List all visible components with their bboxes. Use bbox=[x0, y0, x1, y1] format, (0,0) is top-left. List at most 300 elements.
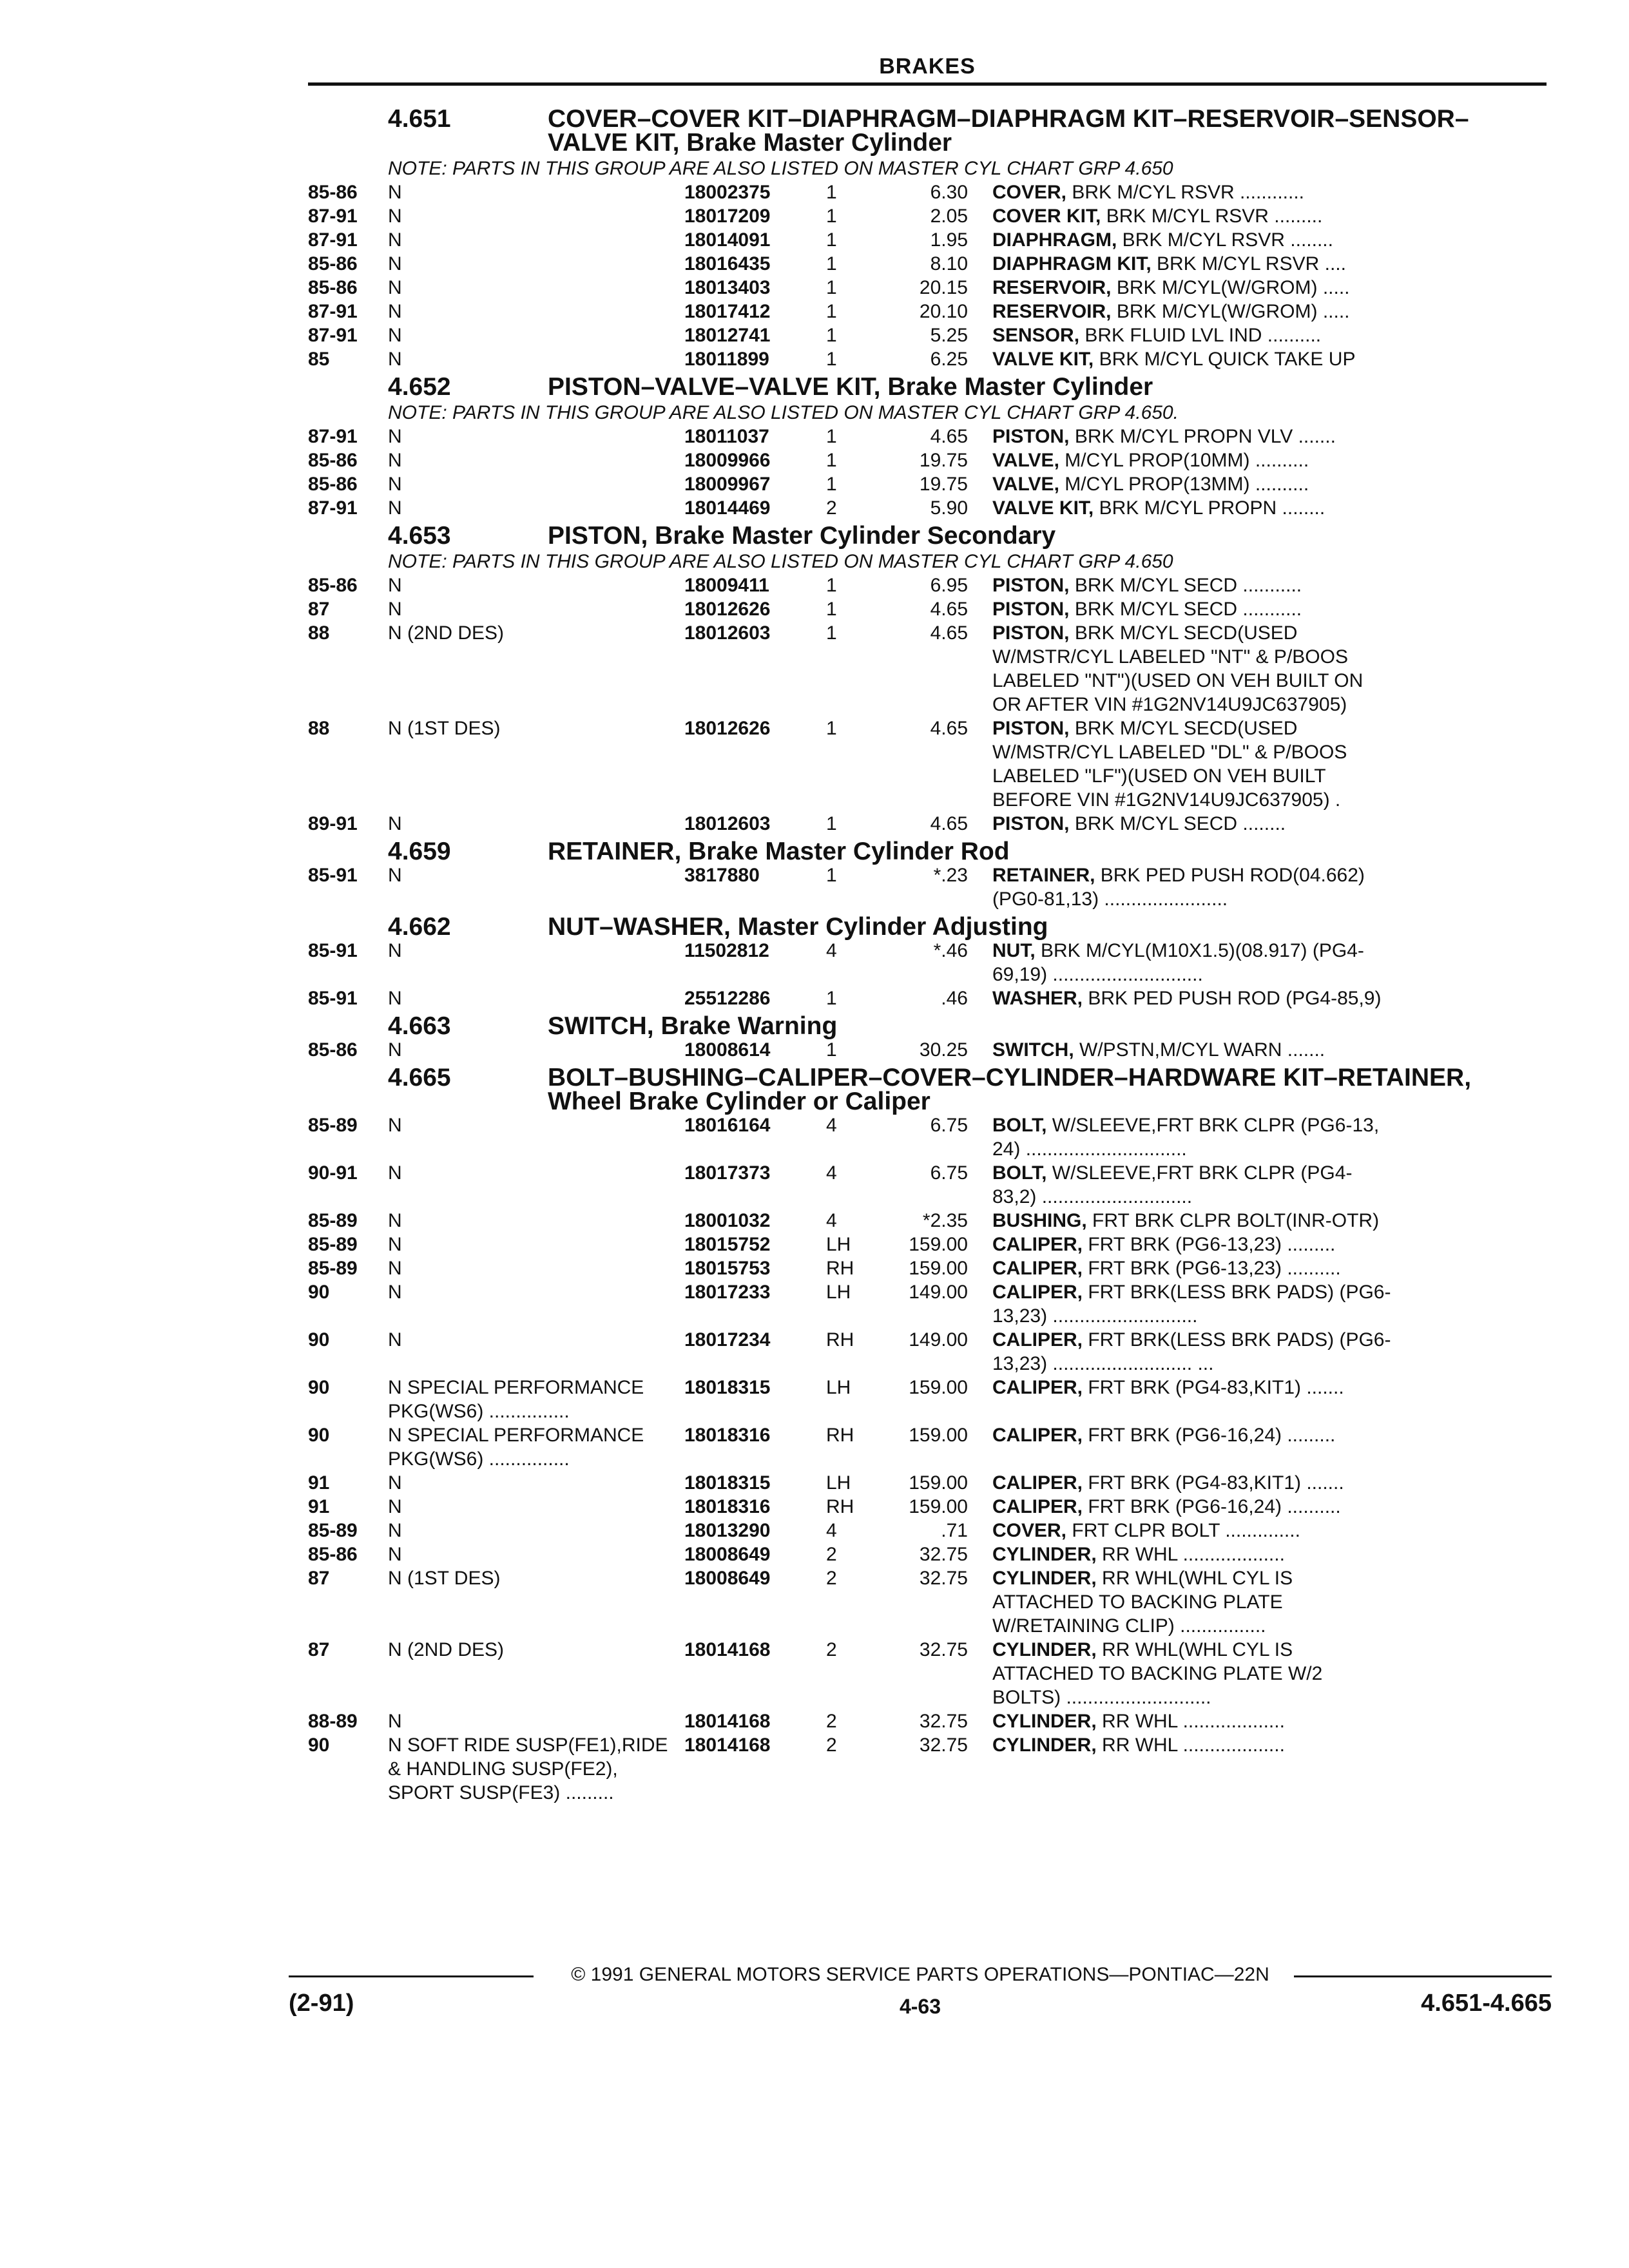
model-applicability: N bbox=[388, 497, 402, 519]
part-name: VALVE KIT, bbox=[992, 497, 1094, 519]
part-number: 18002375 bbox=[684, 182, 771, 203]
part-name: WASHER, bbox=[992, 988, 1083, 1009]
part-name: DIAPHRAGM, bbox=[992, 229, 1117, 251]
part-row bbox=[308, 300, 1547, 323]
part-description bbox=[992, 1113, 1547, 1161]
part-row bbox=[308, 1113, 1547, 1161]
quantity: 1 bbox=[826, 182, 837, 203]
model-year: 85-91 bbox=[308, 865, 358, 886]
quantity: 1 bbox=[826, 474, 837, 495]
part-name: RESERVOIR, bbox=[992, 277, 1112, 298]
part-number: 18018315 bbox=[684, 1472, 771, 1494]
part-row bbox=[308, 228, 1547, 252]
quantity: 4 bbox=[826, 1210, 837, 1231]
quantity: 1 bbox=[826, 325, 837, 346]
part-number: 18009966 bbox=[684, 450, 771, 471]
part-number: 18012603 bbox=[684, 622, 771, 644]
model-year: 85-91 bbox=[308, 940, 358, 961]
part-number: 18017234 bbox=[684, 1329, 771, 1350]
model-year: 85-86 bbox=[308, 450, 358, 471]
model-year: 88-89 bbox=[308, 1711, 358, 1732]
model-year: 88 bbox=[308, 718, 330, 739]
model-year: 85-86 bbox=[308, 1039, 358, 1061]
part-row bbox=[308, 1161, 1547, 1209]
price: *.46 bbox=[933, 940, 968, 961]
part-detail: FRT BRK(LESS BRK PADS) (PG6- 13,23) ........................... bbox=[992, 1282, 1391, 1327]
part-row bbox=[308, 1495, 1547, 1519]
part-row bbox=[308, 1280, 1547, 1328]
model-applicability: N bbox=[388, 277, 402, 298]
price: 159.00 bbox=[909, 1496, 968, 1517]
part-description bbox=[992, 1038, 1547, 1062]
group-number: 4.659 bbox=[388, 838, 451, 865]
model-applicability: N bbox=[388, 1282, 402, 1303]
model-applicability: N bbox=[388, 1711, 402, 1732]
part-description bbox=[992, 300, 1547, 323]
page-title: BRAKES bbox=[879, 54, 976, 79]
part-row bbox=[308, 1209, 1547, 1233]
quantity: 4 bbox=[826, 1115, 837, 1136]
part-detail: BRK M/CYL SECD(USED W/MSTR/CYL LABELED "DL" & P/BOOS LABELED "LF")(USED ON VEH BUILT BEFORE VIN #1G2NV14U9JC637905) . bbox=[992, 718, 1347, 811]
part-description bbox=[992, 472, 1547, 496]
part-description bbox=[992, 1471, 1547, 1495]
quantity: 4 bbox=[826, 1162, 837, 1184]
model-year: 85-89 bbox=[308, 1115, 358, 1136]
group-note: NOTE: PARTS IN THIS GROUP ARE ALSO LISTED ON MASTER CYL CHART GRP 4.650 bbox=[388, 158, 1173, 179]
part-name: VALVE KIT, bbox=[992, 349, 1094, 370]
part-detail: FRT BRK CLPR BOLT(INR-OTR) bbox=[1086, 1210, 1380, 1231]
price: 6.95 bbox=[930, 575, 968, 596]
model-applicability: N bbox=[388, 1162, 402, 1184]
part-description bbox=[992, 716, 1547, 812]
part-number: 25512286 bbox=[684, 988, 771, 1009]
part-row bbox=[308, 986, 1547, 1010]
part-detail: M/CYL PROP(13MM) .......... bbox=[1059, 474, 1309, 495]
price: 159.00 bbox=[909, 1377, 968, 1398]
part-number: 18017373 bbox=[684, 1162, 771, 1184]
group-name: PISTON–VALVE–VALVE KIT, Brake Master Cylinder bbox=[548, 373, 1153, 401]
part-detail: BRK M/CYL RSVR ......... bbox=[1101, 206, 1323, 227]
price: 5.90 bbox=[930, 497, 968, 519]
price: .46 bbox=[941, 988, 968, 1009]
part-detail: RR WHL(WHL CYL IS ATTACHED TO BACKING PLATE W/2 BOLTS) ........................... bbox=[992, 1639, 1323, 1708]
price: 4.65 bbox=[930, 426, 968, 447]
part-number: 18009411 bbox=[684, 575, 769, 596]
model-applicability: N bbox=[388, 325, 402, 346]
part-detail: BRK M/CYL(W/GROM) ..... bbox=[1111, 301, 1350, 322]
price: 149.00 bbox=[909, 1282, 968, 1303]
model-year: 90-91 bbox=[308, 1162, 358, 1184]
quantity: 2 bbox=[826, 1544, 837, 1565]
part-detail: RR WHL ................... bbox=[1096, 1711, 1285, 1732]
part-number: 18017209 bbox=[684, 206, 771, 227]
model-year: 85-86 bbox=[308, 253, 358, 274]
part-name: PISTON, bbox=[992, 622, 1070, 644]
price: 159.00 bbox=[909, 1258, 968, 1279]
group-number: 4.662 bbox=[388, 913, 451, 941]
model-applicability: N SOFT RIDE SUSP(FE1),RIDE & HANDLING SUSP(FE2), SPORT SUSP(FE3) ......... bbox=[388, 1735, 668, 1803]
part-description bbox=[992, 1423, 1547, 1471]
model-applicability: N bbox=[388, 253, 402, 274]
price: 159.00 bbox=[909, 1234, 968, 1255]
part-number: 18018316 bbox=[684, 1496, 771, 1517]
model-applicability: N bbox=[388, 1234, 402, 1255]
group-name: COVER–COVER KIT–DIAPHRAGM–DIAPHRAGM KIT–RESERVOIR–SENSOR–VALVE KIT, Brake Master Cylinder bbox=[548, 105, 1469, 157]
model-year: 91 bbox=[308, 1472, 330, 1494]
part-number: 18015753 bbox=[684, 1258, 771, 1279]
model-year: 88 bbox=[308, 622, 330, 644]
part-detail: BRK M/CYL RSVR .... bbox=[1151, 253, 1346, 274]
part-number: 18014168 bbox=[684, 1735, 771, 1756]
price: 19.75 bbox=[919, 450, 968, 471]
part-description bbox=[992, 204, 1547, 228]
part-name: PISTON, bbox=[992, 575, 1070, 596]
part-description bbox=[992, 1519, 1547, 1542]
part-detail: FRT BRK (PG6-16,24) ......... bbox=[1083, 1425, 1336, 1446]
part-name: RESERVOIR, bbox=[992, 301, 1112, 322]
part-row bbox=[308, 1566, 1547, 1638]
part-detail: BRK M/CYL RSVR ............ bbox=[1066, 182, 1304, 203]
model-year: 85-89 bbox=[308, 1520, 358, 1541]
part-description bbox=[992, 180, 1547, 204]
model-year: 90 bbox=[308, 1425, 330, 1446]
part-detail: RR WHL ................... bbox=[1096, 1544, 1285, 1565]
part-row bbox=[308, 1038, 1547, 1062]
quantity: RH bbox=[826, 1496, 854, 1517]
part-number: 18018315 bbox=[684, 1377, 771, 1398]
part-number: 18012603 bbox=[684, 813, 771, 834]
group-number: 4.651 bbox=[388, 105, 451, 133]
model-applicability: N (1ST DES) bbox=[388, 1568, 501, 1589]
part-number: 18009967 bbox=[684, 474, 771, 495]
group-number: 4.652 bbox=[388, 373, 451, 401]
quantity: LH bbox=[826, 1234, 851, 1255]
part-description bbox=[992, 621, 1547, 716]
part-detail: BRK M/CYL PROPN VLV ....... bbox=[1069, 426, 1336, 447]
part-description bbox=[992, 1209, 1547, 1233]
part-row bbox=[308, 716, 1547, 812]
part-name: CYLINDER, bbox=[992, 1639, 1097, 1660]
quantity: 1 bbox=[826, 865, 837, 886]
model-applicability: N bbox=[388, 865, 402, 886]
part-row bbox=[308, 1233, 1547, 1256]
group-heading bbox=[308, 1066, 1547, 1113]
part-number: 18014469 bbox=[684, 497, 771, 519]
model-year: 85-86 bbox=[308, 277, 358, 298]
part-row bbox=[308, 276, 1547, 300]
footer-copyright: © 1991 GENERAL MOTORS SERVICE PARTS OPERATIONS—PONTIAC—22N bbox=[571, 1964, 1269, 1985]
part-detail: W/SLEEVE,FRT BRK CLPR (PG4- 83,2) ............................ bbox=[992, 1162, 1353, 1207]
price: 32.75 bbox=[919, 1735, 968, 1756]
part-name: CALIPER, bbox=[992, 1377, 1083, 1398]
part-number: 18016164 bbox=[684, 1115, 771, 1136]
model-year: 91 bbox=[308, 1496, 330, 1517]
part-name: NUT, bbox=[992, 940, 1036, 961]
model-applicability: N SPECIAL PERFORMANCE PKG(WS6) ............... bbox=[388, 1377, 644, 1422]
group-number: 4.665 bbox=[388, 1064, 451, 1091]
group-name: NUT–WASHER, Master Cylinder Adjusting bbox=[548, 913, 1048, 941]
header-rule bbox=[308, 82, 1547, 86]
part-detail: BRK PED PUSH ROD (PG4-85,9) bbox=[1083, 988, 1382, 1009]
model-applicability: N bbox=[388, 349, 402, 370]
group-heading bbox=[308, 1014, 1547, 1038]
model-applicability: N SPECIAL PERFORMANCE PKG(WS6) ............... bbox=[388, 1425, 644, 1470]
part-row bbox=[308, 1256, 1547, 1280]
part-name: CYLINDER, bbox=[992, 1568, 1097, 1589]
part-number: 18008649 bbox=[684, 1568, 771, 1589]
part-detail: BRK M/CYL SECD ........ bbox=[1069, 813, 1286, 834]
model-applicability: N (2ND DES) bbox=[388, 1639, 505, 1660]
footer-page-number: 4-63 bbox=[899, 1995, 941, 2018]
part-description bbox=[992, 1709, 1547, 1733]
group-heading bbox=[308, 840, 1547, 863]
part-name: PISTON, bbox=[992, 813, 1070, 834]
model-applicability: N bbox=[388, 426, 402, 447]
part-detail: FRT BRK (PG4-83,KIT1) ....... bbox=[1083, 1472, 1344, 1494]
price: 4.65 bbox=[930, 718, 968, 739]
price: 6.75 bbox=[930, 1115, 968, 1136]
group-name: BOLT–BUSHING–CALIPER–COVER–CYLINDER–HARDWARE KIT–RETAINER, Wheel Brake Cylinder or Caliper bbox=[548, 1064, 1472, 1115]
group-note: NOTE: PARTS IN THIS GROUP ARE ALSO LISTED ON MASTER CYL CHART GRP 4.650 bbox=[388, 551, 1173, 572]
part-row bbox=[308, 448, 1547, 472]
part-name: CALIPER, bbox=[992, 1496, 1083, 1517]
price: 159.00 bbox=[909, 1425, 968, 1446]
part-description bbox=[992, 1256, 1547, 1280]
quantity: 2 bbox=[826, 1711, 837, 1732]
footer-group-range: 4.651-4.665 bbox=[1421, 1990, 1552, 2017]
quantity: 1 bbox=[826, 575, 837, 596]
price: 32.75 bbox=[919, 1568, 968, 1589]
part-name: CYLINDER, bbox=[992, 1711, 1097, 1732]
part-name: PISTON, bbox=[992, 718, 1070, 739]
price: 159.00 bbox=[909, 1472, 968, 1494]
part-row bbox=[308, 1709, 1547, 1733]
price: 1.95 bbox=[930, 229, 968, 251]
part-number: 18012741 bbox=[684, 325, 771, 346]
part-row bbox=[308, 1542, 1547, 1566]
quantity: 1 bbox=[826, 718, 837, 739]
model-applicability: N bbox=[388, 206, 402, 227]
part-row bbox=[308, 1376, 1547, 1423]
model-applicability: N bbox=[388, 1496, 402, 1517]
part-row bbox=[308, 597, 1547, 621]
part-name: PISTON, bbox=[992, 426, 1070, 447]
model-year: 87-91 bbox=[308, 206, 358, 227]
quantity: 1 bbox=[826, 301, 837, 322]
price: 32.75 bbox=[919, 1711, 968, 1732]
part-detail: BRK M/CYL(M10X1.5)(08.917) (PG4- 69,19) ............................ bbox=[992, 940, 1364, 985]
parts-group bbox=[308, 915, 1547, 1010]
model-year: 85-86 bbox=[308, 182, 358, 203]
part-name: VALVE, bbox=[992, 474, 1059, 495]
model-year: 87-91 bbox=[308, 497, 358, 519]
part-description bbox=[992, 323, 1547, 347]
part-description bbox=[992, 1542, 1547, 1566]
group-heading bbox=[308, 107, 1547, 155]
part-detail: RR WHL(WHL CYL IS ATTACHED TO BACKING PLATE W/RETAINING CLIP) ................ bbox=[992, 1568, 1293, 1637]
part-name: BOLT, bbox=[992, 1162, 1047, 1184]
quantity: 2 bbox=[826, 1735, 837, 1756]
parts-group bbox=[308, 840, 1547, 911]
quantity: RH bbox=[826, 1329, 854, 1350]
model-year: 87-91 bbox=[308, 426, 358, 447]
parts-catalog bbox=[308, 103, 1547, 1805]
model-applicability: N bbox=[388, 1520, 402, 1541]
model-year: 90 bbox=[308, 1282, 330, 1303]
model-year: 87-91 bbox=[308, 301, 358, 322]
quantity: 1 bbox=[826, 1039, 837, 1061]
part-detail: FRT CLPR BOLT .............. bbox=[1066, 1520, 1300, 1541]
part-detail: BRK M/CYL RSVR ........ bbox=[1117, 229, 1333, 251]
part-description bbox=[992, 448, 1547, 472]
model-year: 90 bbox=[308, 1329, 330, 1350]
part-detail: BRK M/CYL QUICK TAKE UP bbox=[1094, 349, 1356, 370]
part-detail: FRT BRK(LESS BRK PADS) (PG6- 13,23) .......................... ... bbox=[992, 1329, 1391, 1374]
model-applicability: N bbox=[388, 1258, 402, 1279]
part-description bbox=[992, 1733, 1547, 1805]
part-number: 18016435 bbox=[684, 253, 771, 274]
part-name: CALIPER, bbox=[992, 1329, 1083, 1350]
model-year: 85-91 bbox=[308, 988, 358, 1009]
page-footer bbox=[289, 1964, 1552, 2022]
model-year: 85-89 bbox=[308, 1210, 358, 1231]
part-detail: BRK M/CYL PROPN ........ bbox=[1094, 497, 1325, 519]
part-row bbox=[308, 1733, 1547, 1805]
price: *.23 bbox=[933, 865, 968, 886]
part-description bbox=[992, 228, 1547, 252]
parts-group bbox=[308, 107, 1547, 371]
model-year: 89-91 bbox=[308, 813, 358, 834]
footer-date: (2-91) bbox=[289, 1990, 354, 2017]
model-applicability: N bbox=[388, 1329, 402, 1350]
price: 6.75 bbox=[930, 1162, 968, 1184]
parts-group bbox=[308, 375, 1547, 520]
quantity: LH bbox=[826, 1377, 851, 1398]
group-name: PISTON, Brake Master Cylinder Secondary bbox=[548, 522, 1056, 550]
part-description bbox=[992, 597, 1547, 621]
part-number: 18012626 bbox=[684, 718, 771, 739]
part-detail: BRK M/CYL SECD ........... bbox=[1069, 575, 1302, 596]
part-detail: FRT BRK (PG6-16,24) .......... bbox=[1083, 1496, 1341, 1517]
part-detail: BRK M/CYL(W/GROM) ..... bbox=[1111, 277, 1350, 298]
model-applicability: N bbox=[388, 1544, 402, 1565]
quantity: 1 bbox=[826, 988, 837, 1009]
part-name: COVER KIT, bbox=[992, 206, 1101, 227]
part-row bbox=[308, 323, 1547, 347]
part-row bbox=[308, 573, 1547, 597]
part-row bbox=[308, 621, 1547, 716]
part-description bbox=[992, 1280, 1547, 1328]
part-description bbox=[992, 252, 1547, 276]
part-description bbox=[992, 1638, 1547, 1709]
price: 4.65 bbox=[930, 813, 968, 834]
part-name: VALVE, bbox=[992, 450, 1059, 471]
quantity: 1 bbox=[826, 229, 837, 251]
model-applicability: N bbox=[388, 1210, 402, 1231]
part-number: 11502812 bbox=[684, 940, 769, 961]
model-applicability: N bbox=[388, 599, 402, 620]
part-detail: BRK FLUID LVL IND .......... bbox=[1079, 325, 1322, 346]
part-name: CALIPER, bbox=[992, 1234, 1083, 1255]
part-description bbox=[992, 1328, 1547, 1376]
model-year: 87 bbox=[308, 599, 330, 620]
part-row bbox=[308, 1519, 1547, 1542]
part-number: 18008649 bbox=[684, 1544, 771, 1565]
quantity: 1 bbox=[826, 206, 837, 227]
group-heading bbox=[308, 524, 1547, 548]
quantity: 4 bbox=[826, 940, 837, 961]
model-applicability: N bbox=[388, 450, 402, 471]
part-number: 18017412 bbox=[684, 301, 771, 322]
part-name: CALIPER, bbox=[992, 1282, 1083, 1303]
model-applicability: N bbox=[388, 575, 402, 596]
quantity: 1 bbox=[826, 813, 837, 834]
quantity: 1 bbox=[826, 253, 837, 274]
model-applicability: N bbox=[388, 229, 402, 251]
quantity: 2 bbox=[826, 1639, 837, 1660]
part-row bbox=[308, 1423, 1547, 1471]
quantity: 1 bbox=[826, 426, 837, 447]
price: 4.65 bbox=[930, 622, 968, 644]
price: 32.75 bbox=[919, 1639, 968, 1660]
model-applicability: N bbox=[388, 988, 402, 1009]
part-row bbox=[308, 863, 1547, 911]
parts-group bbox=[308, 1066, 1547, 1805]
part-number: 18008614 bbox=[684, 1039, 771, 1061]
quantity: RH bbox=[826, 1425, 854, 1446]
quantity: 4 bbox=[826, 1520, 837, 1541]
model-year: 87 bbox=[308, 1639, 330, 1660]
part-description bbox=[992, 1495, 1547, 1519]
model-applicability: N bbox=[388, 474, 402, 495]
model-year: 90 bbox=[308, 1735, 330, 1756]
part-detail: FRT BRK (PG6-13,23) ......... bbox=[1083, 1234, 1336, 1255]
model-year: 85-89 bbox=[308, 1234, 358, 1255]
part-description bbox=[992, 939, 1547, 986]
part-description bbox=[992, 863, 1547, 911]
part-row bbox=[308, 496, 1547, 520]
part-name: SENSOR, bbox=[992, 325, 1080, 346]
part-detail: BRK M/CYL SECD ........... bbox=[1069, 599, 1302, 620]
part-detail: RR WHL ................... bbox=[1096, 1735, 1285, 1756]
part-description bbox=[992, 1161, 1547, 1209]
part-number: 18011037 bbox=[684, 426, 769, 447]
model-year: 90 bbox=[308, 1377, 330, 1398]
price: 5.25 bbox=[930, 325, 968, 346]
part-detail: M/CYL PROP(10MM) .......... bbox=[1059, 450, 1309, 471]
part-description bbox=[992, 1233, 1547, 1256]
part-description bbox=[992, 1566, 1547, 1638]
model-applicability: N bbox=[388, 813, 402, 834]
model-applicability: N bbox=[388, 1472, 402, 1494]
part-description bbox=[992, 425, 1547, 448]
part-name: COVER, bbox=[992, 182, 1067, 203]
part-row bbox=[308, 1328, 1547, 1376]
price: 6.25 bbox=[930, 349, 968, 370]
part-description bbox=[992, 812, 1547, 836]
parts-group bbox=[308, 1014, 1547, 1062]
page-header bbox=[308, 54, 1547, 86]
part-number: 18017233 bbox=[684, 1282, 771, 1303]
part-row bbox=[308, 472, 1547, 496]
part-name: DIAPHRAGM KIT, bbox=[992, 253, 1152, 274]
model-year: 85-86 bbox=[308, 575, 358, 596]
part-name: CALIPER, bbox=[992, 1425, 1083, 1446]
group-number: 4.653 bbox=[388, 522, 451, 550]
group-number: 4.663 bbox=[388, 1012, 451, 1040]
price: 30.25 bbox=[919, 1039, 968, 1061]
part-row bbox=[308, 252, 1547, 276]
